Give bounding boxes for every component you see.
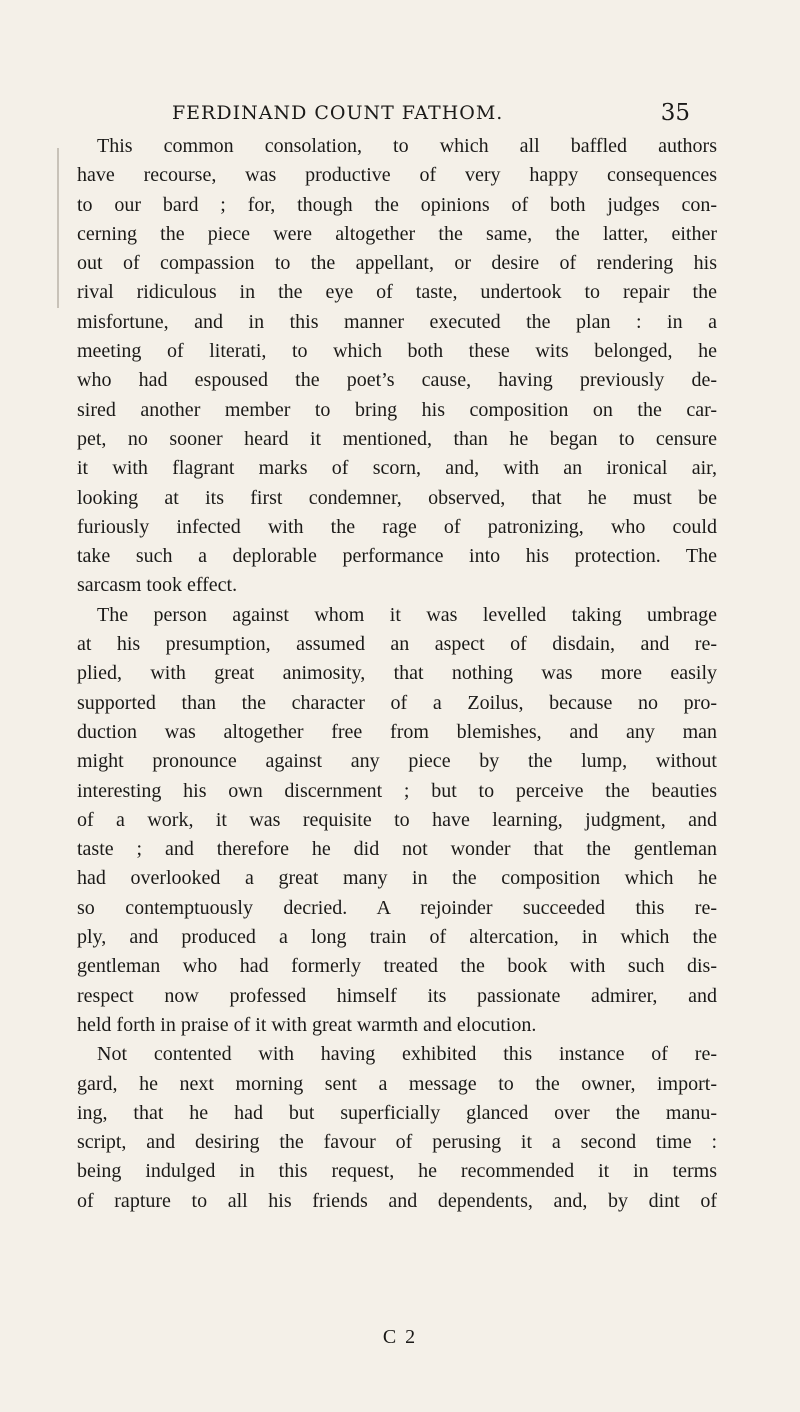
text-line: to our bard ; for, though the opinions of both judges con- [77,193,717,216]
text-line: rival ridiculous in the eye of taste, undertook to repair the [77,281,717,304]
text-line: at his presumption, assumed an aspect of disdain, and re- [77,633,717,656]
text-line: had overlooked a great many in the composition which he [77,867,717,890]
signature-mark: C 2 [382,1326,418,1348]
page-edge-mark [57,148,59,308]
text-line: take such a deplorable performance into his protection. The [77,545,717,568]
text-line: respect now professed himself its passionate admirer, and [77,984,717,1007]
text-line: taste ; and therefore he did not wonder that the gentleman [77,838,717,861]
text-line: Not contented with having exhibited this instance of re- [97,1043,717,1066]
text-line: script, and desiring the favour of perusing it a second time : [77,1131,717,1154]
text-line: This common consolation, to which all baffled authors [97,135,717,157]
text-line: meeting of literati, to which both these wits belonged, he [77,340,717,363]
text-line: pet, no sooner heard it mentioned, than he began to censure [77,427,717,450]
text-line: The person against whom it was levelled taking umbrage [97,603,717,626]
text-line: gard, he next morning sent a message to the owner, import- [77,1072,717,1095]
text-line: misfortune, and in this manner executed the plan : in a [77,310,717,333]
text-line: so contemptuously decried. A rejoinder succeeded this re- [77,896,717,919]
text-line: of a work, it was requisite to have learning, judgment, and [77,808,717,831]
text-line: looking at its first condemner, observed, that he must be [77,486,717,509]
running-head [172,102,690,130]
text-line: cerning the piece were altogether the same, the latter, either [77,222,717,245]
text-line: interesting his own discernment ; but to perceive the beauties [77,779,717,802]
text-line: sarcasm took effect. [77,574,238,597]
text-line: out of compassion to the appellant, or desire of rendering his [77,252,717,275]
text-line: who had espoused the poet’s cause, having previously de- [77,369,717,392]
running-title: FERDINAND COUNT FATHOM. [172,102,504,124]
text-line: of rapture to all his friends and dependents, and, by dint of [77,1189,717,1212]
text-line: held forth in praise of it with great warmth and elocution. [77,1013,537,1036]
text-line: have recourse, was productive of very happy consequences [77,164,717,187]
text-line: sired another member to bring his composition on the car- [77,398,717,421]
page-number: 35 [660,100,690,126]
text-line: being indulged in this request, he recommended it in terms [77,1160,717,1183]
body-text [77,132,717,1216]
text-line: it with flagrant marks of scorn, and, with an ironical air, [77,457,717,480]
text-line: supported than the character of a Zoilus, because no pro- [77,691,717,714]
text-line: plied, with great animosity, that nothing was more easily [77,662,717,685]
text-line: ing, that he had but superficially glanced over the manu- [77,1101,717,1124]
text-line: duction was altogether free from blemishes, and any man [77,720,717,743]
text-line: ply, and produced a long train of altercation, in which the [77,926,717,949]
text-line: furiously infected with the rage of patronizing, who could [77,515,717,538]
text-line: might pronounce against any piece by the lump, without [77,750,717,773]
text-line: gentleman who had formerly treated the book with such dis- [77,955,717,978]
